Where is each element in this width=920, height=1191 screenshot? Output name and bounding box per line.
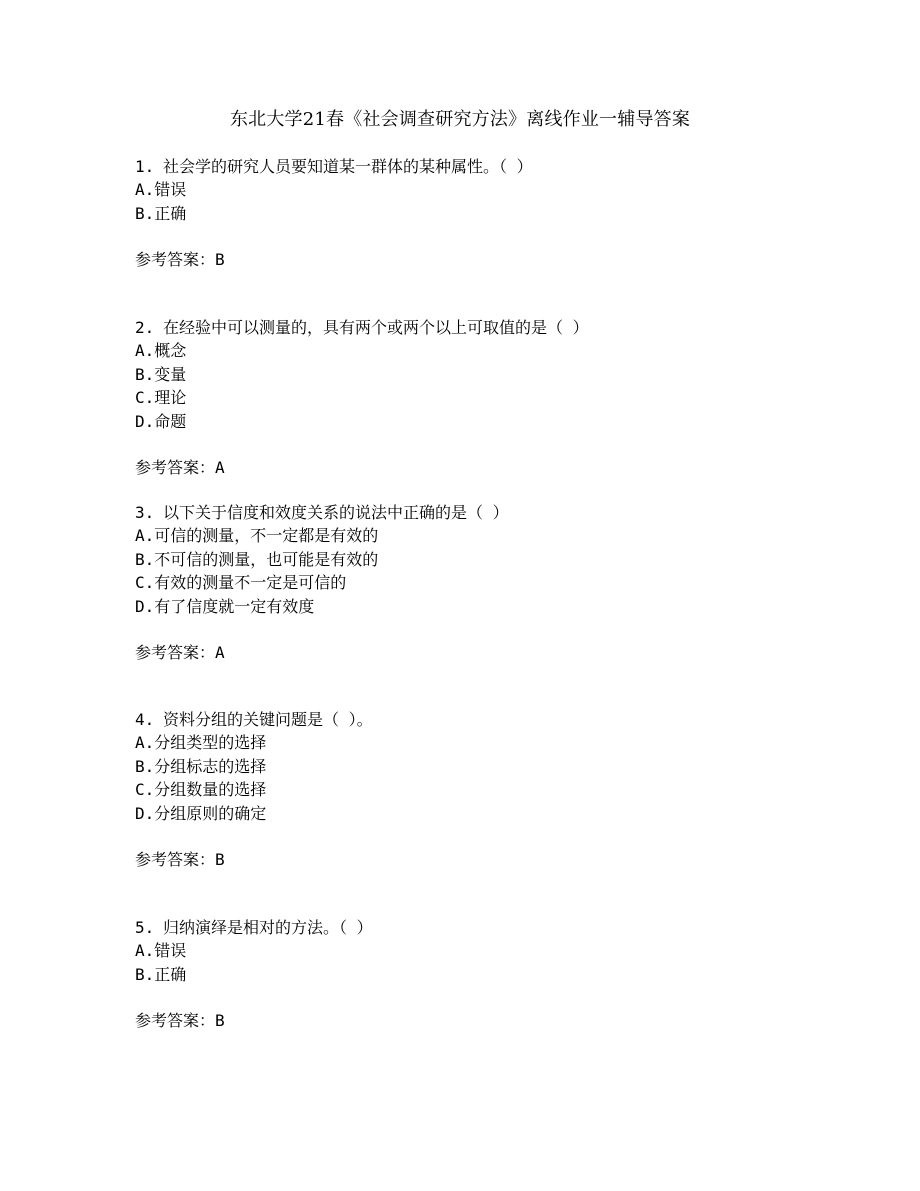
answer-value: A xyxy=(215,643,225,662)
reference-answer xyxy=(135,1009,835,1032)
option-a: A.错误 xyxy=(135,941,187,960)
option-a: A.错误 xyxy=(135,180,187,199)
question-1 xyxy=(135,155,835,271)
option-a: A.概念 xyxy=(135,341,187,360)
answer-label: 参考答案： xyxy=(135,850,216,869)
question-text: 资料分组的关键问题是（ ）。 xyxy=(163,710,373,729)
option-b: B.分组标志的选择 xyxy=(135,756,267,776)
option-c: C.有效的测量不一定是可信的 xyxy=(135,573,347,592)
option-b: B.变量 xyxy=(135,364,187,384)
answer-label: 参考答案： xyxy=(135,643,216,662)
answer-value: B xyxy=(215,1011,225,1030)
answer-label: 参考答案： xyxy=(135,250,216,269)
option-a: A.分组类型的选择 xyxy=(135,733,267,752)
option-d: D.命题 xyxy=(135,411,187,431)
question-4 xyxy=(135,708,835,871)
question-number: 4. xyxy=(135,710,155,729)
question-2 xyxy=(135,316,835,479)
reference-answer xyxy=(135,456,835,479)
option-b: B.正确 xyxy=(135,203,187,223)
question-5 xyxy=(135,916,835,1032)
reference-answer xyxy=(135,248,835,271)
reference-answer xyxy=(135,641,835,664)
answer-label: 参考答案： xyxy=(135,1011,216,1030)
reference-answer xyxy=(135,848,835,871)
question-stem xyxy=(135,155,835,178)
option-c: C.分组数量的选择 xyxy=(135,780,267,799)
question-number: 5. xyxy=(135,918,155,937)
document-title: 东北大学21春《社会调查研究方法》离线作业一辅导答案 xyxy=(229,109,691,130)
question-stem xyxy=(135,501,835,524)
question-number: 1. xyxy=(135,157,155,176)
question-number: 3. xyxy=(135,503,155,522)
question-3 xyxy=(135,501,835,664)
question-stem xyxy=(135,708,835,731)
answer-value: B xyxy=(215,850,225,869)
question-number: 2. xyxy=(135,318,155,337)
option-b: B.正确 xyxy=(135,964,187,984)
option-c: C.理论 xyxy=(135,388,187,407)
question-text: 社会学的研究人员要知道某一群体的某种属性。（ ） xyxy=(163,157,533,176)
option-a: A.可信的测量，不一定都是有效的 xyxy=(135,526,379,545)
option-d: D.分组原则的确定 xyxy=(135,803,267,823)
answer-value: A xyxy=(215,458,225,477)
answer-value: B xyxy=(215,250,225,269)
question-text: 归纳演绎是相对的方法。（ ） xyxy=(163,918,373,937)
question-text: 以下关于信度和效度关系的说法中正确的是（ ） xyxy=(163,503,509,522)
question-text: 在经验中可以测量的，具有两个或两个以上可取值的是（ ） xyxy=(163,318,589,337)
option-b: B.不可信的测量，也可能是有效的 xyxy=(135,549,379,569)
option-d: D.有了信度就一定有效度 xyxy=(135,596,315,616)
answer-label: 参考答案： xyxy=(135,458,216,477)
question-stem xyxy=(135,316,835,339)
question-stem xyxy=(135,916,835,939)
